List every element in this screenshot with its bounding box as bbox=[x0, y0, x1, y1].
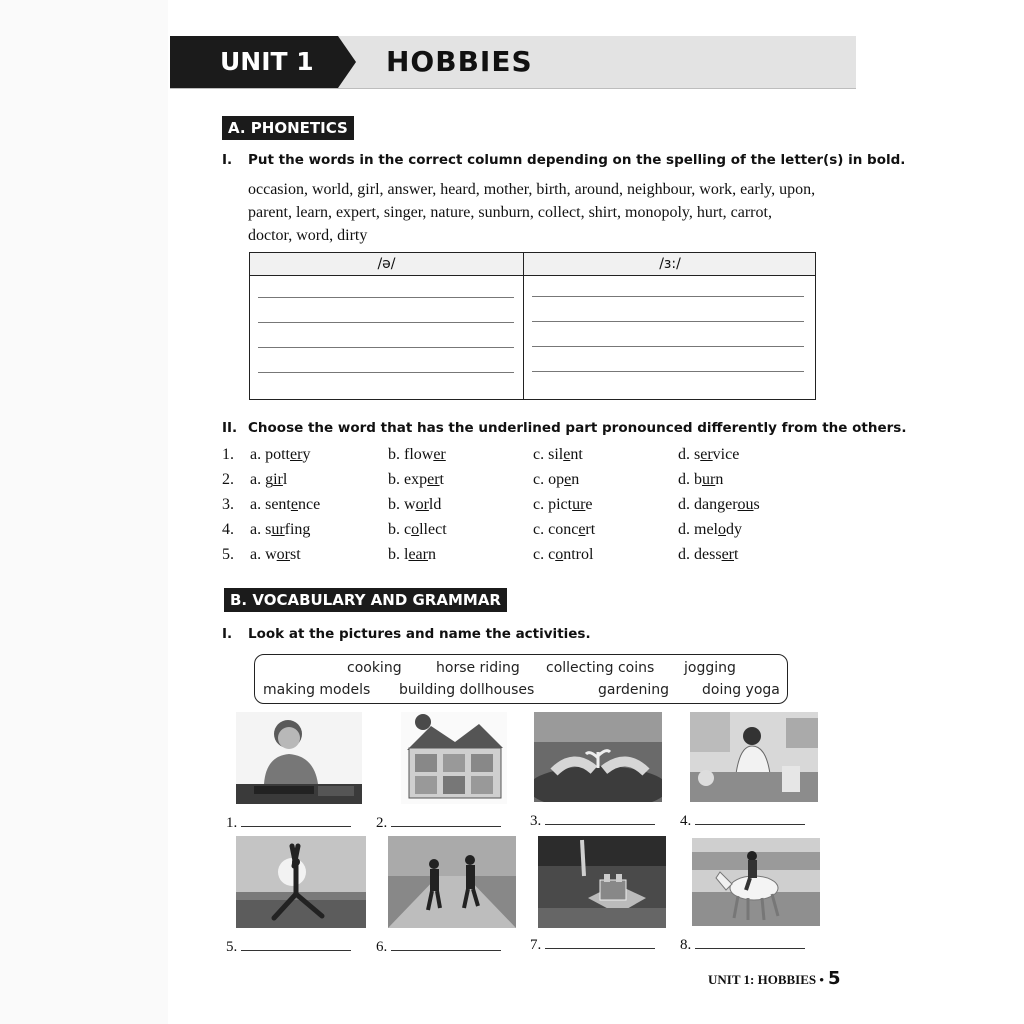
option-text: n bbox=[571, 471, 580, 488]
answer-option[interactable] bbox=[250, 446, 310, 464]
footer-label: UNIT 1: HOBBIES • bbox=[708, 972, 824, 987]
underlined-part: or bbox=[276, 546, 290, 563]
word-box-item: doing yoga bbox=[702, 682, 780, 698]
option-text: c. pict bbox=[533, 496, 573, 513]
picture-number: 6. bbox=[376, 939, 388, 955]
option-text: b. l bbox=[388, 546, 409, 563]
underlined-part: ur bbox=[702, 471, 716, 488]
underlined-part: e bbox=[290, 496, 298, 513]
word-box-item: cooking bbox=[347, 660, 402, 676]
answer-blank[interactable] bbox=[241, 814, 351, 827]
unit-arrow-shape bbox=[338, 36, 356, 88]
answer-option[interactable] bbox=[388, 521, 447, 539]
section-b-label: B. VOCABULARY AND GRAMMAR bbox=[224, 588, 507, 612]
page-margin-shadow bbox=[0, 0, 168, 1024]
photo-dollhouse bbox=[401, 712, 507, 804]
photo-model-building bbox=[538, 836, 666, 928]
option-text: nt bbox=[570, 446, 583, 463]
answer-option[interactable] bbox=[250, 521, 310, 539]
answer-option[interactable] bbox=[678, 546, 738, 564]
answer-option[interactable] bbox=[388, 471, 444, 489]
picture-number: 3. bbox=[530, 813, 542, 829]
photo-cooking bbox=[690, 712, 818, 802]
option-text: c. c bbox=[533, 546, 556, 563]
exercise-number: I. bbox=[222, 152, 233, 168]
word-list: occasion, world, girl, answer, heard, mother, birth, around, neighbour, work, early, upon, parent, learn, expert, singer, nature, sunburn, collect, shirt, monopoly, hurt, carrot, doctor, word, dirty bbox=[248, 181, 816, 244]
page-footer bbox=[708, 968, 840, 989]
answer-option[interactable] bbox=[678, 496, 760, 514]
option-text: nce bbox=[297, 496, 321, 513]
underlined-part: er bbox=[721, 546, 734, 563]
answer-option[interactable] bbox=[250, 546, 301, 564]
option-text: d. danger bbox=[678, 496, 738, 513]
answer-blank[interactable] bbox=[545, 936, 655, 949]
picture-number: 2. bbox=[376, 815, 388, 831]
answer-option[interactable] bbox=[250, 496, 320, 514]
option-text: n bbox=[715, 471, 724, 488]
word-box bbox=[254, 654, 788, 704]
underlined-part: o bbox=[411, 521, 420, 538]
instruction-text: Put the words in the correct column depending on the spelling of the letter(s) in bold. bbox=[248, 152, 906, 168]
column-header-schwa: /ə/ bbox=[377, 256, 396, 272]
underlined-part: o bbox=[555, 546, 564, 563]
question-number: 3. bbox=[222, 496, 234, 513]
option-text: a. g bbox=[250, 471, 274, 488]
photo-gardening bbox=[534, 712, 662, 802]
underlined-part: er bbox=[427, 471, 440, 488]
underlined-part: e bbox=[564, 471, 572, 488]
exercise-b1-instruction bbox=[222, 626, 591, 642]
answer-blank[interactable] bbox=[391, 938, 501, 951]
underlined-part: ur bbox=[572, 496, 586, 513]
option-text: c. conc bbox=[533, 521, 579, 538]
option-text: a. w bbox=[250, 546, 277, 563]
column-header-er: /ɜ:/ bbox=[659, 256, 681, 272]
option-text: dy bbox=[726, 521, 742, 538]
question-number: 4. bbox=[222, 521, 234, 538]
answer-blank[interactable] bbox=[545, 812, 655, 825]
answer-7[interactable] bbox=[530, 936, 655, 954]
underlined-part: or bbox=[415, 496, 429, 513]
answer-3[interactable] bbox=[530, 812, 655, 830]
answer-option[interactable] bbox=[678, 446, 739, 464]
answer-1[interactable] bbox=[226, 814, 351, 832]
option-text: c. op bbox=[533, 471, 565, 488]
answer-line[interactable] bbox=[258, 347, 514, 348]
answer-option[interactable] bbox=[533, 471, 579, 489]
photo-child-making-models bbox=[236, 712, 362, 804]
underlined-part: ur bbox=[271, 521, 285, 538]
exercise-a1-instruction bbox=[222, 152, 905, 168]
option-text: l bbox=[282, 471, 288, 488]
answer-option[interactable] bbox=[533, 546, 593, 564]
unit-header bbox=[170, 36, 856, 89]
picture-number: 7. bbox=[530, 937, 542, 953]
underlined-part: er bbox=[433, 446, 446, 463]
option-text: d. mel bbox=[678, 521, 718, 538]
underlined-part: e bbox=[563, 446, 571, 463]
answer-line[interactable] bbox=[258, 322, 514, 323]
answer-option[interactable] bbox=[388, 546, 436, 564]
answer-option[interactable] bbox=[533, 496, 593, 514]
answer-line[interactable] bbox=[532, 296, 804, 297]
exercise-number: II. bbox=[222, 420, 238, 436]
section-a-label: A. PHONETICS bbox=[222, 116, 354, 140]
word-box-item: making models bbox=[263, 682, 371, 698]
option-text: d. b bbox=[678, 471, 702, 488]
option-text: b. w bbox=[388, 496, 416, 513]
option-text: s bbox=[753, 496, 760, 513]
answer-2[interactable] bbox=[376, 814, 501, 832]
answer-blank[interactable] bbox=[695, 936, 805, 949]
answer-line[interactable] bbox=[258, 297, 514, 298]
option-text: y bbox=[302, 446, 311, 463]
page-number: 5 bbox=[827, 968, 841, 989]
option-text: d. s bbox=[678, 446, 701, 463]
photo-yoga bbox=[236, 836, 366, 928]
underlined-part: ou bbox=[737, 496, 754, 513]
word-box-item: gardening bbox=[598, 682, 669, 698]
option-text: st bbox=[289, 546, 301, 563]
answer-line[interactable] bbox=[532, 346, 804, 347]
unit-title: HOBBIES bbox=[386, 45, 533, 78]
question-number: 5. bbox=[222, 546, 234, 563]
option-text: a. sent bbox=[250, 496, 291, 513]
option-text: b. c bbox=[388, 521, 412, 538]
option-text: c. sil bbox=[533, 446, 564, 463]
word-box-item: jogging bbox=[684, 660, 736, 676]
underlined-part: o bbox=[718, 521, 726, 538]
photo-horse-riding bbox=[692, 838, 820, 926]
answer-blank[interactable] bbox=[391, 814, 501, 827]
option-text: e bbox=[585, 496, 593, 513]
instruction-text: Look at the pictures and name the activities. bbox=[248, 626, 591, 642]
exercise-number: I. bbox=[222, 626, 233, 642]
word-box-item: collecting coins bbox=[546, 660, 655, 676]
picture-number: 1. bbox=[226, 815, 238, 831]
answer-option[interactable] bbox=[533, 446, 583, 464]
answer-line[interactable] bbox=[532, 321, 804, 322]
answer-blank[interactable] bbox=[695, 812, 805, 825]
exercise-a2-instruction bbox=[222, 420, 906, 436]
option-text: b. flow bbox=[388, 446, 434, 463]
option-text: ld bbox=[428, 496, 442, 513]
answer-6[interactable] bbox=[376, 938, 501, 956]
word-box-item: building dollhouses bbox=[399, 682, 535, 698]
answer-8[interactable] bbox=[680, 936, 805, 954]
instruction-text: Choose the word that has the underlined part pronounced differently from the others. bbox=[248, 420, 907, 436]
column-divider bbox=[523, 253, 524, 399]
table-header bbox=[250, 253, 815, 276]
option-text: b. exp bbox=[388, 471, 428, 488]
underlined-part: ir bbox=[273, 471, 283, 488]
option-text: d. dess bbox=[678, 546, 722, 563]
photo-jogging bbox=[388, 836, 516, 928]
option-text: t bbox=[734, 546, 739, 563]
answer-option[interactable] bbox=[678, 471, 723, 489]
picture-number: 8. bbox=[680, 937, 692, 953]
underlined-part: ear bbox=[408, 546, 428, 563]
unit-label: UNIT 1 bbox=[170, 36, 338, 88]
answer-5[interactable] bbox=[226, 938, 351, 956]
option-text: a. s bbox=[250, 521, 272, 538]
underlined-part: er bbox=[700, 446, 713, 463]
answer-option[interactable] bbox=[250, 471, 287, 489]
option-text: t bbox=[439, 471, 444, 488]
underlined-part: er bbox=[290, 446, 303, 463]
option-text: fing bbox=[284, 521, 311, 538]
question-number: 2. bbox=[222, 471, 234, 488]
answer-option[interactable] bbox=[388, 446, 446, 464]
option-text: ntrol bbox=[563, 546, 594, 563]
question-number: 1. bbox=[222, 446, 234, 463]
option-text: a. pott bbox=[250, 446, 290, 463]
answer-option[interactable] bbox=[388, 496, 441, 514]
option-text: llect bbox=[419, 521, 447, 538]
option-text: n bbox=[427, 546, 436, 563]
picture-number: 4. bbox=[680, 813, 692, 829]
answer-option[interactable] bbox=[533, 521, 595, 539]
answer-blank[interactable] bbox=[241, 938, 351, 951]
answer-4[interactable] bbox=[680, 812, 805, 830]
option-text: vice bbox=[712, 446, 740, 463]
underlined-part: e bbox=[578, 521, 586, 538]
option-text: rt bbox=[585, 521, 596, 538]
answer-option[interactable] bbox=[678, 521, 742, 539]
answer-line[interactable] bbox=[258, 372, 514, 373]
picture-number: 5. bbox=[226, 939, 238, 955]
answer-line[interactable] bbox=[532, 371, 804, 372]
word-box-item: horse riding bbox=[436, 660, 520, 676]
phonetics-table bbox=[249, 252, 816, 400]
